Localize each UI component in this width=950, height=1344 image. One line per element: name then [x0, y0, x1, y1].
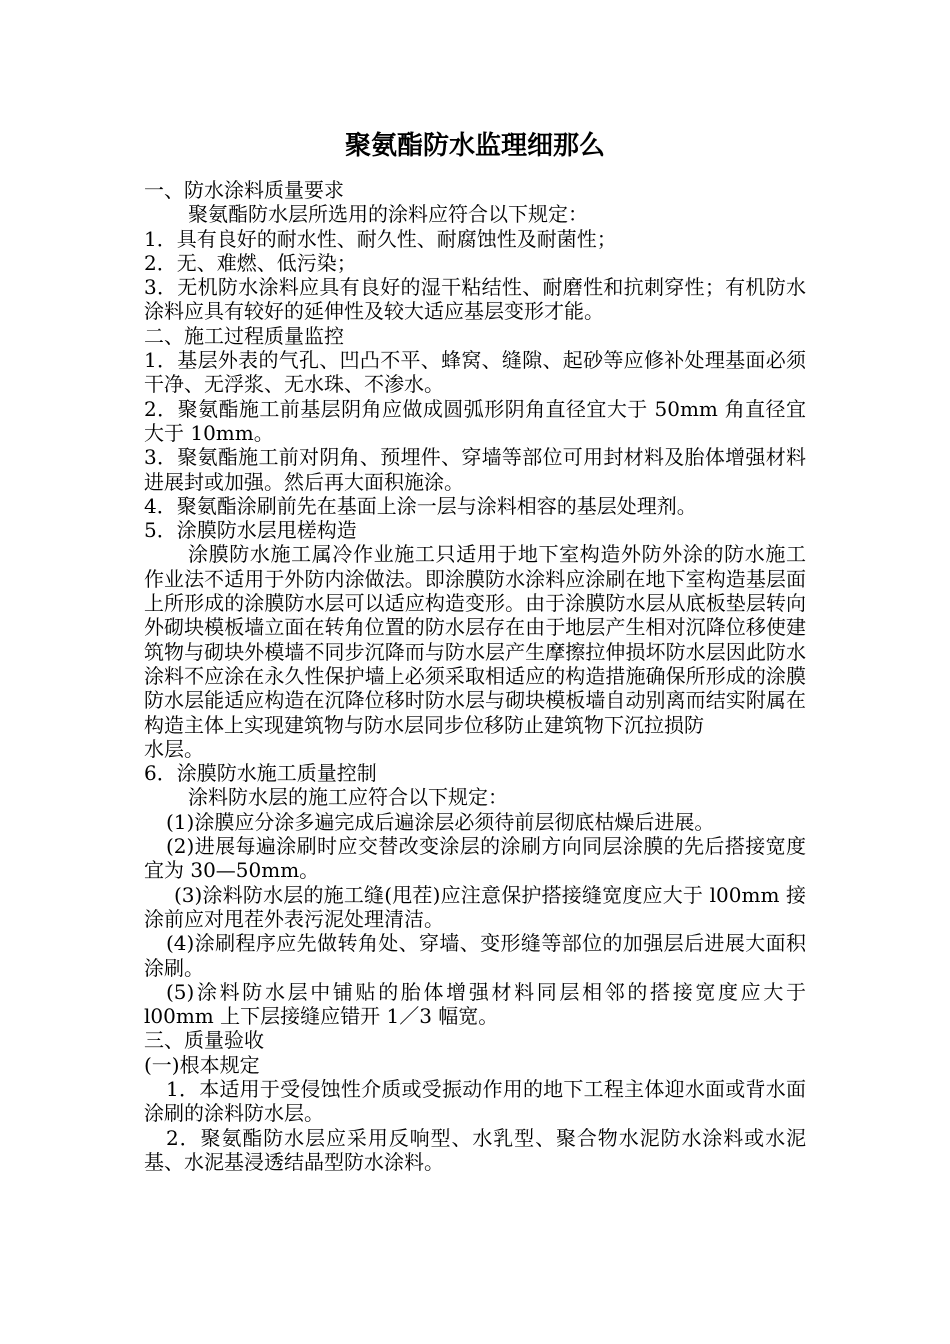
list-item: 1．本适用于受侵蚀性介质或受振动作用的地下工程主体迎水面或背水面涂刷的涂料防水层。	[144, 1076, 806, 1126]
sub-item: (2)进展每遍涂刷时应交替改变涂层的涂刷方向同层涂膜的先后搭接宽度宜为 30—50mm。	[144, 834, 806, 883]
paragraph: 水层。	[144, 736, 204, 761]
list-item: 2．聚氨酯防水层应采用反响型、水乳型、聚合物水泥防水涂料或水泥基、水泥基浸透结晶型防水涂料。	[144, 1125, 806, 1174]
list-item: 1．具有良好的耐水性、耐久性、耐腐蚀性及耐菌性；	[144, 226, 617, 251]
paragraph: 聚氨酯防水层所选用的涂料应符合以下规定：	[188, 202, 588, 227]
document-title: 聚氨酯防水监理细那么	[344, 131, 605, 161]
sub-item: (3)涂料防水层的施工缝(甩茬)应注意保护搭接缝宽度应大于 l00mm 接涂前应对甩茬外表污泥处理清洁。	[144, 882, 806, 931]
sub-heading: (一)根本规定	[144, 1052, 260, 1077]
list-item: 1．基层外表的气孔、凹凸不平、蜂窝、缝隙、起砂等应修补处理基面必须干净、无浮浆、无水珠、不渗水。	[144, 348, 806, 397]
list-item: 3．聚氨酯施工前对阴角、预埋件、穿墙等部位可用封材料及胎体增强材料进展封或加强。然后再大面积施涂。	[144, 445, 806, 494]
list-item: 3．无机防水涂料应具有良好的湿干粘结性、耐磨性和抗刺穿性；有机防水涂料应具有较好的延伸性及较大适应基层变形才能。	[144, 275, 806, 324]
document-body	[144, 130, 806, 1174]
sub-item: (5)涂料防水层中铺贴的胎体增强材料同层相邻的搭接宽度应大于 l00mm 上下层接缝应错开 1／3 幅宽。	[144, 979, 806, 1029]
sub-item: (4)涂刷程序应先做转角处、穿墙、变形缝等部位的加强层后进展大面积涂刷。	[144, 931, 806, 980]
section-heading-2: 二、施工过程质量监控	[144, 323, 344, 348]
list-item: 2．无、难燃、低污染；	[144, 250, 357, 275]
sub-item: (1)涂膜应分涂多遍完成后遍涂层必须待前层彻底枯燥后进展。	[166, 809, 715, 834]
list-item: 6．涂膜防水施工质量控制	[144, 761, 377, 786]
paragraph: 涂料防水层的施工应符合以下规定：	[188, 785, 508, 810]
list-item: 2．聚氨酯施工前基层阴角应做成圆弧形阴角直径宜大于 50mm 角直径宜大于 10mm。	[144, 396, 806, 445]
list-item: 4．聚氨酯涂刷前先在基面上涂一层与涂料相容的基层处理剂。	[144, 493, 697, 518]
section-heading-3: 三、质量验收	[144, 1028, 264, 1053]
paragraph: 涂膜防水施工属冷作业施工只适用于地下室构造外防外涂的防水施工作业法不适用于外防内涂做法。即涂膜防水涂料应涂刷在地下室构造基层面上所形成的涂膜防水层可以适应构造变形。由于涂膜防水层从底板垫层转向外砌块模板墙立面在转角位置的防水层存在由于地层产生相对沉降位移使建筑物与砌块外模墙不同步沉降而与防水层产生摩擦拉伸损坏防水层因此防水涂料不应涂在永久性保护墙上必须采取相适应的构造措施确保所形成的涂膜防水层能适应构造在沉降位移时防水层与砌块模板墙自动别离而结实附属在构造主体上实现建筑物与防水层同步位移防止建筑物下沉拉损防	[144, 542, 806, 737]
list-item: 5．涂膜防水层甩槎构造	[144, 518, 357, 543]
section-heading-1: 一、防水涂料质量要求	[144, 178, 344, 202]
